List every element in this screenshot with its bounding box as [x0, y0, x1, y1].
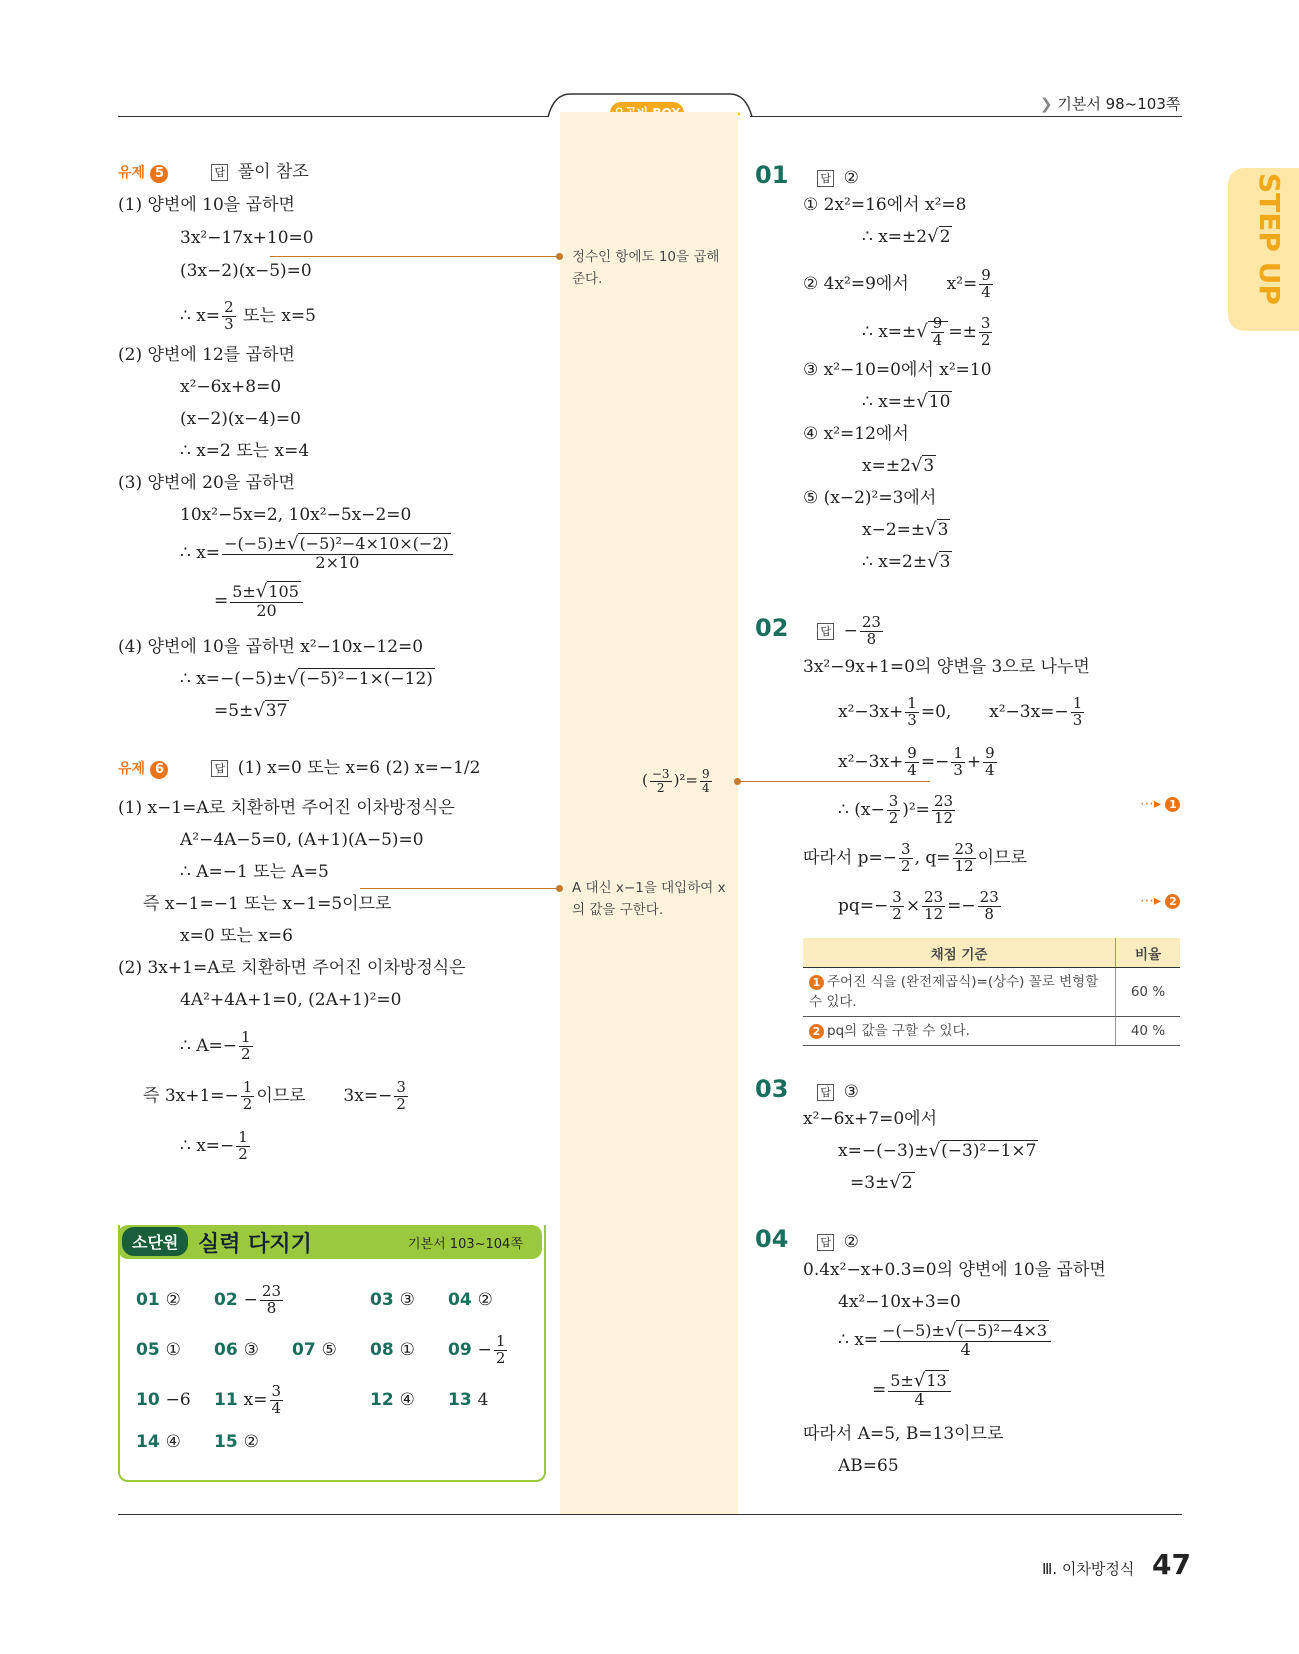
y5-line: (4) 양변에 10을 곱하면 x²−10x−12=0 — [118, 637, 424, 657]
y6-line: 즉 3x+1=− $\frac{1}{2}$ 이므로 3x=− $\frac{3}{2}$ — [143, 1078, 406, 1113]
y5-heading — [118, 161, 309, 184]
answer-icon: 답 — [817, 1234, 834, 1251]
y6-heading — [118, 757, 480, 780]
y5-line: =5±√37 — [214, 700, 288, 721]
p02-number: 02 — [755, 614, 789, 642]
p04-heading — [755, 1225, 859, 1256]
y6-number: 6 — [150, 761, 168, 779]
review-badge: 소단원 — [122, 1227, 188, 1256]
y5-line: (2) 양변에 12를 곱하면 — [118, 345, 295, 365]
review-answer: 09 − $\frac{1}{2}$ — [448, 1332, 506, 1367]
p03-answer: ③ — [843, 1082, 859, 1102]
y6-line: (2) 3x+1=A로 치환하면 주어진 이차방정식은 — [118, 958, 466, 978]
y5-line: x²−6x+8=0 — [180, 377, 282, 397]
p04-line: AB=65 — [838, 1456, 899, 1476]
p02-line: 따라서 p=− $\frac{3}{2}$ , q= $\frac{23}{12}$ 이므로 — [803, 840, 1027, 875]
review-answer: 06 ③ — [214, 1340, 259, 1360]
y5-line: (3) 양변에 20을 곱하면 — [118, 473, 295, 493]
review-answer: 01 ② — [136, 1290, 181, 1310]
p01-line: ∴ x=±2√2 — [862, 226, 951, 247]
p02-heading: 02 답 − $\frac{23}{8}$ — [755, 613, 881, 648]
p01-line: ⑤ (x−2)²=3에서 — [803, 488, 937, 508]
p01-line: x−2=±√3 — [862, 519, 949, 540]
y6-line: x=0 또는 x=6 — [180, 926, 293, 946]
p03-line: x²−6x+7=0에서 — [803, 1109, 938, 1129]
review-answer: 02 − $\frac{23}{8}$ — [214, 1282, 282, 1317]
y5-line: = $\frac{5\pm√105}{20}$ — [214, 583, 305, 620]
header-rule-right — [750, 116, 1182, 117]
y6-line: ∴ A=−1 또는 A=5 — [180, 862, 329, 882]
scoring-table — [803, 938, 1180, 1046]
p02-line: ∴ (x− $\frac{3}{2}$ )²= $\frac{23}{12}$ — [838, 792, 954, 827]
y5-line: (1) 양변에 10을 곱하면 — [118, 195, 295, 215]
answer-icon: 답 — [211, 164, 228, 181]
y6-line: 즉 x−1=−1 또는 x−1=5이므로 — [143, 894, 392, 914]
y6-line: ∴ A=− $\frac{1}{2}$ — [180, 1028, 251, 1063]
review-answer: 07 ⑤ — [292, 1340, 337, 1360]
review-answer: 08 ① — [370, 1340, 415, 1360]
y6-line: A²−4A−5=0, (A+1)(A−5)=0 — [180, 830, 424, 850]
box-column — [560, 112, 738, 1514]
table-row — [803, 1017, 1180, 1046]
y6-answer: (1) x=0 또는 x=6 (2) x=−1/2 — [237, 758, 481, 778]
p04-line: = $\frac{5\pm√13}{4}$ — [872, 1372, 953, 1409]
p04-line: 따라서 A=5, B=13이므로 — [803, 1424, 1004, 1444]
y6-tag: 유제 — [118, 761, 146, 777]
review-answer: 10 −6 — [136, 1390, 191, 1410]
p03-line: =3±√2 — [850, 1172, 913, 1193]
footer-rule — [118, 1514, 1182, 1515]
leader-dot — [556, 253, 563, 260]
footer-chapter: Ⅲ. 이차방정식 — [1042, 1560, 1135, 1578]
y5-line: 3x²−17x+10=0 — [180, 228, 314, 248]
y5-line: ∴ x=−(−5)±√(−5)²−1×(−12) — [180, 668, 433, 689]
table-cell: 2 pq의 값을 구할 수 있다. — [803, 1017, 1116, 1046]
step-up-label: STEP UP — [1253, 173, 1286, 305]
review-answer: 12 ④ — [370, 1390, 415, 1410]
y5-line: ∴ x=2 또는 x=4 — [180, 441, 310, 461]
y5-line: 10x²−5x=2, 10x²−5x−2=0 — [180, 505, 412, 525]
y5-line: (3x−2)(x−5)=0 — [180, 261, 312, 281]
y6-line: ∴ x=− $\frac{1}{2}$ — [180, 1128, 248, 1163]
y5-number: 5 — [150, 165, 168, 183]
review-answer: 15 ② — [214, 1432, 259, 1452]
p01-line: ∴ x=±√ $\frac{9}{4}$ =± $\frac{3}{2}$ — [862, 314, 991, 349]
review-answer: 14 ④ — [136, 1432, 181, 1452]
review-answer: 11 x= $\frac{3}{4}$ — [214, 1382, 282, 1417]
review-ref: 기본서 103~104쪽 — [408, 1237, 523, 1252]
p04-answer: ② — [843, 1232, 859, 1252]
p04-line: ∴ x= $\frac{\text{−(−5)±√(−5)²−4×3}}{4}$ — [838, 1322, 1053, 1359]
p01-line: ③ x²−10=0에서 x²=10 — [803, 360, 992, 380]
box-note-1: 정수인 항에도 10을 곱해 준다. — [572, 249, 720, 287]
p01-line: ④ x²=12에서 — [803, 424, 909, 444]
table-header: 비율 — [1116, 938, 1181, 968]
table-cell: 60 % — [1116, 968, 1181, 1017]
y5-line: ∴ x= $\frac{2}{3}$ 또는 x=5 — [180, 298, 316, 333]
p04-line: 0.4x²−x+0.3=0의 양변에 10을 곱하면 — [803, 1260, 1106, 1280]
p01-number: 01 — [755, 161, 789, 189]
step-marker-1: ⋯▸ 1 — [1140, 796, 1183, 812]
p02-line: x²−3x+ $\frac{1}{3}$ =0, x²−3x=− $\frac{1}{3}$ — [838, 694, 1083, 729]
y6-line: 4A²+4A+1=0, (2A+1)²=0 — [180, 990, 402, 1010]
p01-line: ∴ x=±√10 — [862, 391, 951, 412]
p01-answer: ② — [843, 168, 859, 188]
p03-number: 03 — [755, 1075, 789, 1103]
leader-line — [360, 888, 560, 889]
answer-icon: 답 — [211, 760, 228, 777]
leader-line — [738, 781, 930, 782]
p01-line: x=±2√3 — [862, 455, 935, 476]
y5-answer: 풀이 참조 — [237, 162, 309, 182]
review-header — [118, 1225, 542, 1259]
table-cell: 1 주어진 식을 (완전제곱식)=(상수) 꼴로 변형할 수 있다. — [803, 968, 1116, 1017]
header-reference: ❯ 기본서 98~103쪽 — [1040, 95, 1181, 113]
p02-line: pq=− $\frac{3}{2}$ × $\frac{23}{12}$ =− $\frac{23}{8}$ — [838, 888, 999, 923]
table-cell: 40 % — [1116, 1017, 1181, 1046]
y5-line: ∴ x= $\frac{\text{−(−5)±√(−5)²−4×10×(−2)}}{2\times 10}$ — [180, 535, 455, 572]
p01-heading — [755, 161, 859, 192]
p02-line: 3x²−9x+1=0의 양변을 3으로 나누면 — [803, 657, 1090, 677]
review-title: 실력 다지기 — [198, 1232, 312, 1257]
box-note-3: A 대신 x−1을 대입하여 x의 값을 구한다. — [572, 880, 726, 918]
header-rule-left — [118, 116, 548, 117]
step-marker-2: ⋯▸ 2 — [1140, 893, 1183, 909]
review-answer: 04 ② — [448, 1290, 493, 1310]
table-header: 채점 기준 — [803, 938, 1116, 968]
step-up-tab — [1228, 168, 1299, 331]
leader-line — [270, 256, 560, 257]
p04-number: 04 — [755, 1225, 789, 1253]
answer-icon: 답 — [817, 623, 834, 640]
answer-icon: 답 — [817, 1084, 834, 1101]
y5-tag: 유제 — [118, 165, 146, 181]
page-number: 47 — [1152, 1548, 1191, 1581]
review-answer: 05 ① — [136, 1340, 181, 1360]
answer-icon: 답 — [817, 170, 834, 187]
chevron-right-icon: ❯ — [1040, 95, 1053, 113]
p03-heading — [755, 1075, 859, 1106]
y6-line: (1) x−1=A로 치환하면 주어진 이차방정식은 — [118, 798, 455, 818]
p01-line: ① 2x²=16에서 x²=8 — [803, 195, 967, 215]
p01-line: ② 4x²=9에서 x²= $\frac{9}{4}$ — [803, 266, 991, 301]
y5-line: (x−2)(x−4)=0 — [180, 409, 301, 429]
review-answer: 03 ③ — [370, 1290, 415, 1310]
p03-line: x=−(−3)±√(−3)²−1×7 — [838, 1140, 1037, 1161]
leader-dot — [556, 885, 563, 892]
review-answer: 13 4 — [448, 1390, 489, 1410]
p02-line: x²−3x+ $\frac{9}{4}$ =− $\frac{1}{3}$ + $\frac{9}{4}$ — [838, 744, 995, 779]
p04-line: 4x²−10x+3=0 — [838, 1292, 961, 1312]
table-row — [803, 968, 1180, 1017]
p01-line: ∴ x=2±√3 — [862, 551, 951, 572]
box-note-2: ( $\frac{-3}{2}$ )²= $\frac{9}{4}$ — [642, 767, 710, 795]
